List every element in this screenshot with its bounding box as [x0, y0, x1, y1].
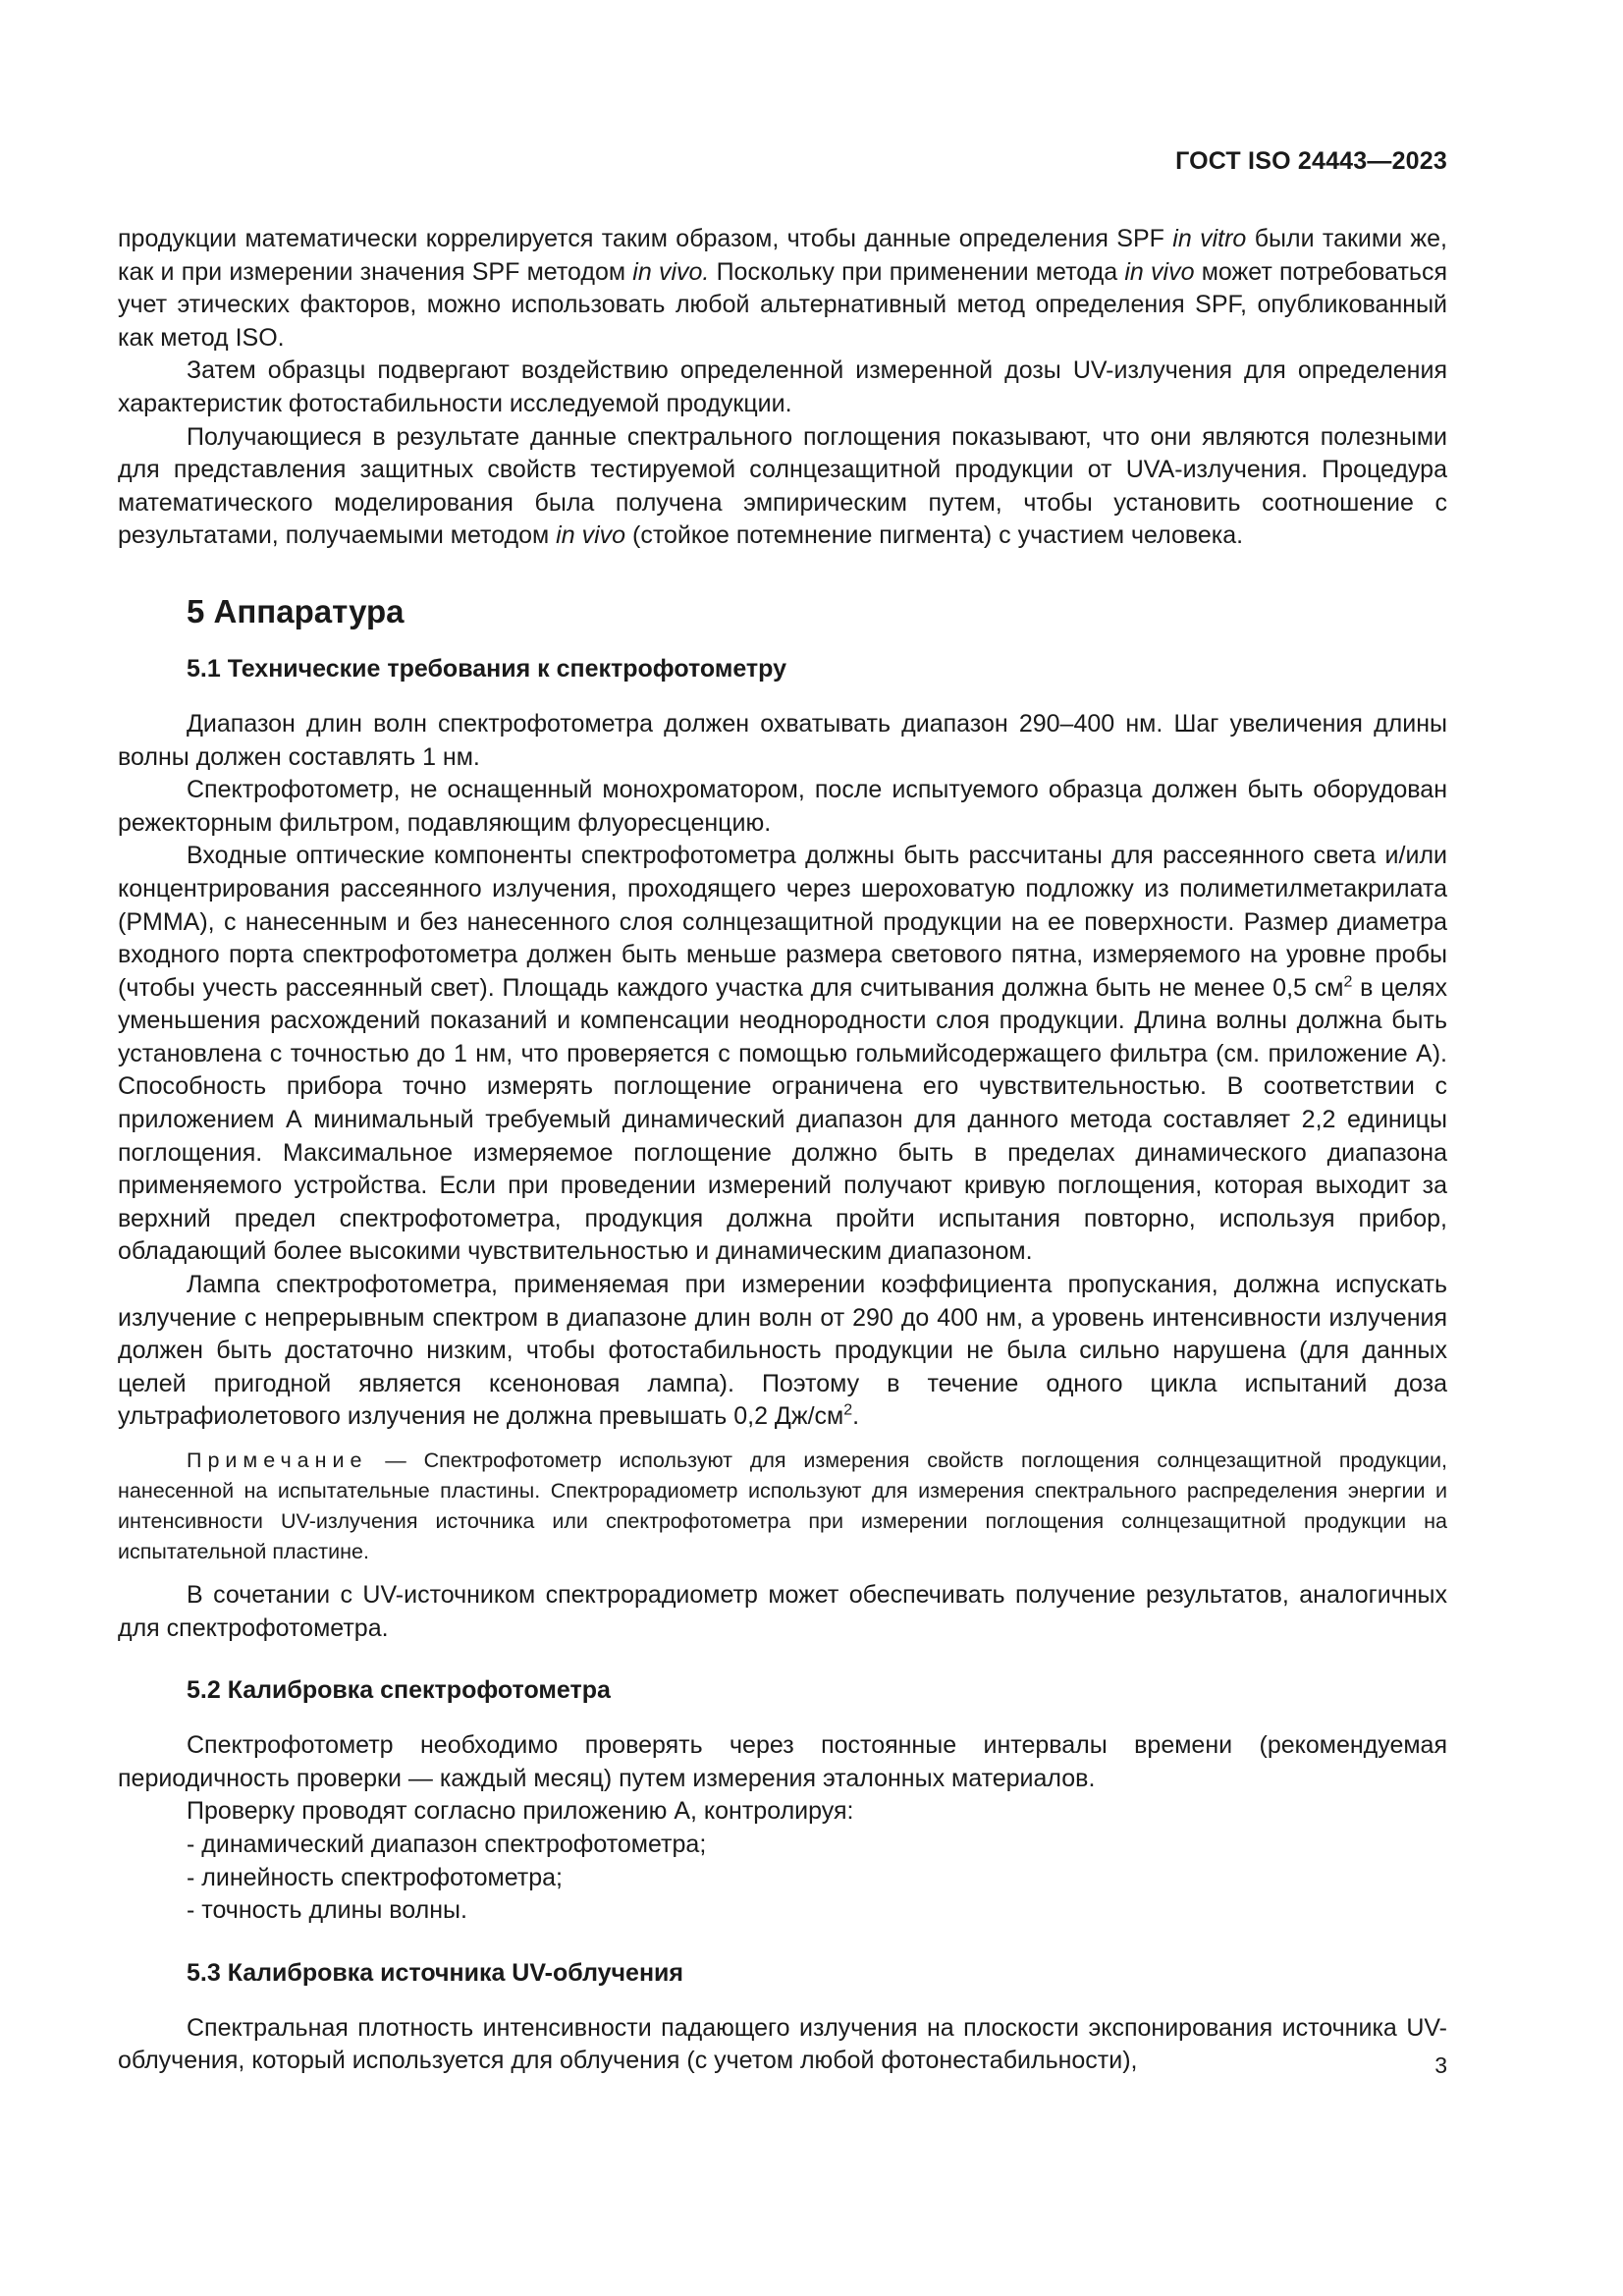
- intro-paragraph-2: Затем образцы подвергают воздействию определенной измеренной дозы UV-излучения для определения характеристик фотостабильности исследуемой продукции.: [118, 356, 1447, 417]
- page-content: [118, 223, 1447, 2078]
- list-item: - линейность спектрофотометра;: [187, 1863, 564, 1891]
- s51-paragraph-5: В сочетании с UV-источником спектрорадиометр может обеспечивать получение результатов, аналогичных для спектрофотометра.: [118, 1581, 1447, 1642]
- subsection-5-2-heading: 5.2 Калибровка спектрофотометра: [187, 1676, 611, 1705]
- intro-paragraph-1: продукции математически коррелируется таким образом, чтобы данные определения SPF in vitro были такими же, как и при измерении значения SPF методом in vivo. Поскольку при применении метода in vivo может потребоваться учет этических факторов, можно использовать любой альтернативный метод определения SPF, опубликованный как метод ISO.: [118, 225, 1447, 352]
- intro-paragraph-3: Получающиеся в результате данные спектрального поглощения показывают, что они являются полезными для представления защитных свойств тестируемой солнцезащитной продукции от UVA-излучения. Процедура математического моделирования была получена эмпирическим путем, чтобы установить соотношение с результатами, получаемыми методом in vivo (стойкое потемнение пигмента) с участием человека.: [118, 422, 1447, 550]
- note-label: Примечание: [187, 1449, 368, 1472]
- s51-paragraph-1: Диапазон длин волн спектрофотометра должен охватывать диапазон 290–400 нм. Шаг увеличения длины волны должен составлять 1 нм.: [118, 709, 1447, 771]
- subsection-5-3-heading: 5.3 Калибровка источника UV-облучения: [187, 1958, 684, 1987]
- list-item: - точность длины волны.: [187, 1896, 467, 1925]
- s51-paragraph-3: Входные оптические компоненты спектрофотометра должны быть рассчитаны для рассеянного света и/или концентрирования рассеянного излучения, проходящего через шероховатую подложку из полиметилметакрилата (PMMA), с нанесенным и без нанесенного слоя солнцезащитной продукции на ее поверхности. Размер диаметра входного порта спектрофотометра должен быть меньше размера светового пятна, измеряемого на уровне пробы (чтобы учесть рассеянный свет). Площадь каждого участка для считывания должна быть не менее 0,5 $см^2$ в целях уменьшения расхождений показаний и компенсации неоднородности слоя продукции. Длина волны должна быть установлена с точностью до 1 нм, что проверяется с помощью гольмийсодержащего фильтра (см. приложение А). Способность прибора точно измерять поглощение ограничена его чувствительностью. В соответствии с приложением А минимальный требуемый динамический диапазон для данного метода составляет 2,2 единицы поглощения. Максимальное измеряемое поглощение должно быть в пределах динамического диапазона применяемого устройства. Если при проведении измерений получают кривую поглощения, которая выходит за верхний предел спектрофотометра, продукция должна пройти испытания повторно, используя прибор, обладающий более высокими чувствительностью и динамическим диапазоном.: [118, 842, 1447, 1266]
- s53-paragraph-1: Спектральная плотность интенсивности падающего излучения на плоскости экспонирования источника UV-облучения, который используется для облучения (с учетом любой фотонестабильности),: [118, 2013, 1447, 2075]
- s51-paragraph-2: Спектрофотометр, не оснащенный монохроматором, после испытуемого образца должен быть оборудован режекторным фильтром, подавляющим флуоресценцию.: [118, 776, 1447, 837]
- page-number: 3: [1434, 2052, 1447, 2078]
- s52-paragraph-2: Проверку проводят согласно приложению А, контролируя:: [187, 1797, 854, 1826]
- list-item: - динамический диапазон спектрофотометра;: [187, 1830, 707, 1858]
- s51-paragraph-4: Лампа спектрофотометра, применяемая при измерении коэффициента пропускания, должна испускать излучение с непрерывным спектром в диапазоне длин волн от 290 до 400 нм, а уровень интенсивности излучения должен быть достаточно низким, чтобы фотостабильность продукции не была сильно нарушена (для данных целей пригодной является ксеноновая лампа). Поэтому в течение одного цикла испытаний доза ультрафиолетового излучения не должна превышать 0,2 $Дж/см^2$.: [118, 1271, 1447, 1431]
- s51-note: Примечание — Спектрофотометр используют для измерения свойств поглощения солнцезащитной продукции, нанесенной на испытательные пластины. Спектрорадиометр используют для измерения спектрального распределения энергии и интенсивности UV-излучения источника или спектрофотометра при измерении поглощения солнцезащитной продукции на испытательной пластине.: [118, 1449, 1447, 1563]
- document-code: ГОСТ ISO 24443—2023: [1175, 147, 1447, 175]
- subsection-5-1-heading: 5.1 Технические требования к спектрофотометру: [187, 654, 787, 683]
- s52-paragraph-1: Спектрофотометр необходимо проверять через постоянные интервалы времени (рекомендуемая периодичность проверки — каждый месяц) путем измерения эталонных материалов.: [118, 1731, 1447, 1792]
- section-5-heading: 5 Аппаратура: [187, 592, 405, 629]
